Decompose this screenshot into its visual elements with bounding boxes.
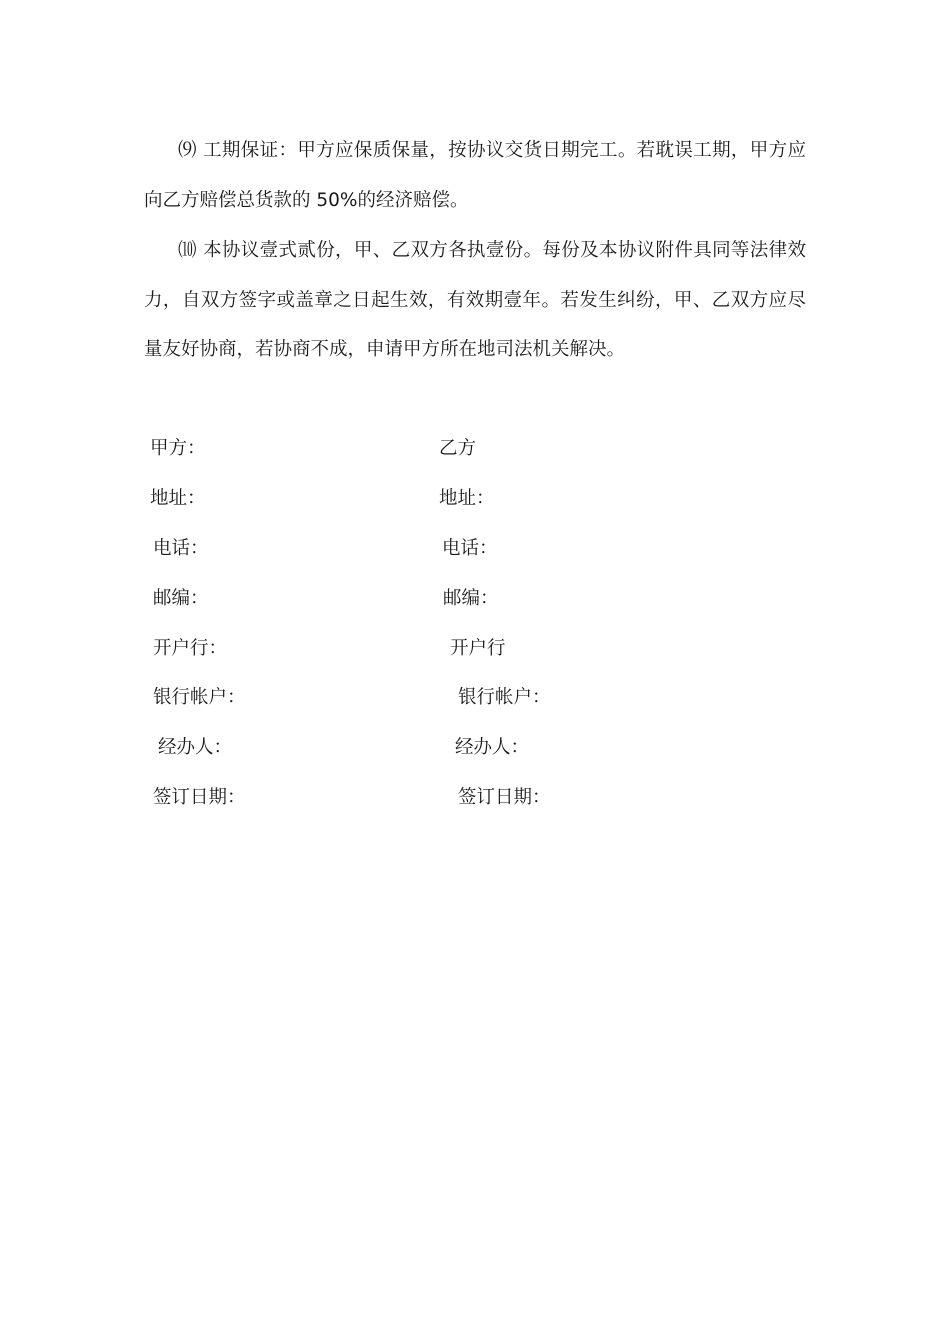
party-b-address-label: 地址： <box>439 488 495 509</box>
party-a-phone-label: 电话： <box>153 538 209 559</box>
party-a-postcode-label: 邮编： <box>153 588 209 609</box>
party-b-date-label: 签订日期： <box>458 787 551 808</box>
party-a-date-label: 签订日期： <box>153 787 246 808</box>
party-b-postcode-label: 邮编： <box>443 588 499 609</box>
party-a-label: 甲方： <box>150 438 206 459</box>
clause-9-paragraph: ⑼ 工期保证：甲方应保质保量，按协议交货日期完工。若耽误工期，甲方应向乙方赔偿总货款的 50%的经济赔偿。 <box>144 140 806 211</box>
party-a-bank-label: 开户行： <box>153 638 228 659</box>
party-b-phone-label: 电话： <box>442 538 498 559</box>
party-b-agent-label: 经办人： <box>455 737 530 758</box>
party-a-account-label: 银行帐户： <box>153 687 246 708</box>
party-b-label: 乙方 <box>439 438 477 459</box>
clause-10-paragraph: ⑽ 本协议壹式贰份，甲、乙双方各执壹份。每份及本协议附件具同等法律效力，自双方签字或盖章之日起生效，有效期壹年。若发生纠纷，甲、乙双方应尽量友好协商，若协商不成，申请甲方所在地司法机关解决。 <box>144 240 806 360</box>
party-b-account-label: 银行帐户： <box>458 687 551 708</box>
party-b-bank-label: 开户行 <box>450 638 506 659</box>
party-a-agent-label: 经办人： <box>158 737 233 758</box>
party-a-address-label: 地址： <box>150 488 206 509</box>
